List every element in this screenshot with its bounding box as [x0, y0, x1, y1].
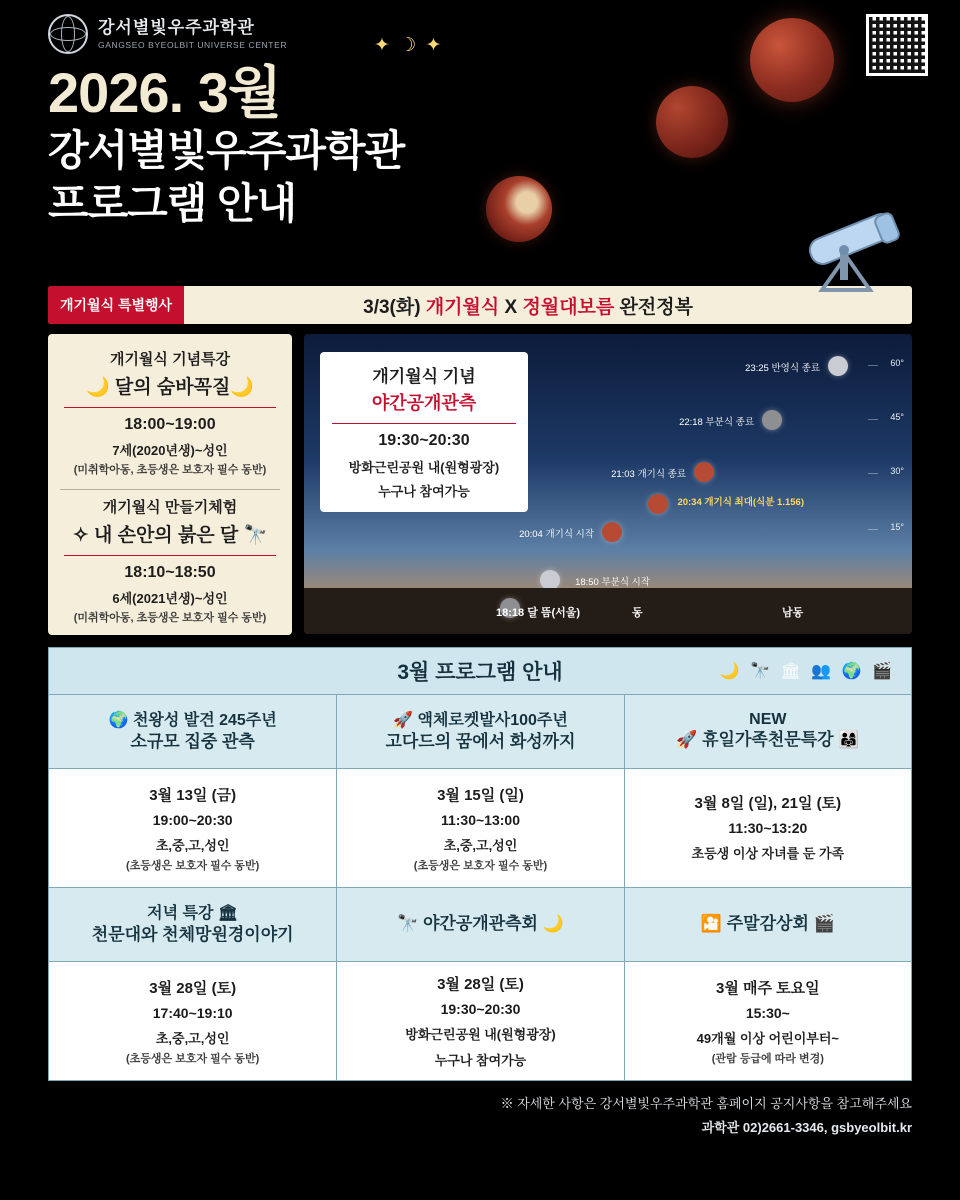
- program-card-note: 누구나 참여가능: [434, 1053, 527, 1068]
- program-card-note: (관람 등급에 따라 변경): [711, 1052, 824, 1065]
- altitude-label-15: 15°: [890, 522, 904, 532]
- eclipse-phase-greatest: [648, 494, 668, 514]
- ground-label-moonrise: 18:18 달 뜸(서울): [496, 607, 581, 619]
- eclipse-craft-time: 18:10~18:50: [124, 564, 216, 581]
- stars-decoration-icon: ✦ ☽ ✦: [374, 35, 444, 56]
- program-card[interactable]: [49, 887, 336, 1080]
- altitude-label-45: 45°: [890, 412, 904, 422]
- program-card-date: 3월 28일 (토): [149, 979, 237, 997]
- blood-moon-icon-small: [486, 176, 552, 242]
- program-card-date: 3월 28일 (토): [437, 976, 524, 993]
- altitude-label-30: 30°: [890, 466, 904, 476]
- eclipse-phase-totality-end: [694, 462, 714, 482]
- program-card-body: [625, 962, 911, 1080]
- program-card-title-line2: 천문대와 천체망원경이야기: [91, 924, 294, 944]
- special-title-suffix: 완전정복: [614, 296, 693, 318]
- eclipse-lecture-target: 7세(2020년생)~성인: [112, 443, 228, 458]
- page-title-year: 2026. 3월: [48, 61, 281, 124]
- blood-moon-icon-medium: [656, 86, 728, 158]
- special-title-mid: X: [499, 296, 523, 318]
- program-card-head: [49, 695, 336, 769]
- logo-title-kr: 강서별빛우주과학관: [98, 18, 255, 38]
- program-card-date: 3월 15일 (일): [437, 786, 524, 804]
- eclipse-lecture-time: 18:00~19:00: [124, 416, 216, 433]
- program-card[interactable]: [49, 694, 336, 887]
- altitude-tick-15: [868, 529, 878, 530]
- observation-who: 누구나 참여가능: [378, 484, 470, 499]
- program-card-audience: 초,중,고,성인: [443, 837, 518, 853]
- eclipse-craft-title: ✧ 내 손안의 붉은 달 🔭: [72, 525, 268, 546]
- eclipse-event-label-2: 21:03 개기식 종료: [611, 469, 686, 480]
- program-card-head: [337, 695, 623, 769]
- eclipse-event-label-5: 18:50 부분식 시작: [575, 577, 650, 588]
- program-card-body: [337, 769, 623, 887]
- eclipse-lecture-card: [58, 348, 282, 477]
- program-section-title: 3월 프로그램 안내: [397, 661, 563, 684]
- program-card-date: 3월 매주 토요일: [716, 979, 820, 997]
- special-title-red1: 개기월식: [425, 296, 500, 318]
- logo-title-en: GANGSEO BYEOLBIT UNIVERSE CENTER: [98, 39, 288, 50]
- poster-header: [0, 0, 960, 280]
- program-card-head: [337, 888, 623, 962]
- altitude-label-60: 60°: [890, 358, 904, 368]
- program-card[interactable]: [624, 887, 911, 1080]
- telescope-icon: [782, 206, 922, 292]
- program-card-title-line2: 고다드의 꿈에서 화성까지: [385, 731, 576, 751]
- program-card-head: [625, 695, 911, 769]
- eclipse-craft-kicker: 개기월식 만들기체험: [102, 499, 238, 516]
- program-card-audience: 초등생 이상 자녀를 둔 가족: [691, 845, 845, 861]
- program-card-new-badge: NEW: [749, 711, 787, 729]
- divider: [60, 489, 280, 490]
- program-card[interactable]: [336, 694, 623, 887]
- altitude-tick-60: [868, 365, 878, 366]
- program-card-title-line2: 소규모 집중 관측: [130, 731, 255, 751]
- divider: [332, 423, 516, 424]
- qr-code[interactable]: [866, 14, 928, 76]
- divider: [64, 407, 276, 408]
- eclipse-craft-note: (미취학아동, 초등생은 보호자 필수 동반): [73, 612, 267, 624]
- observation-line2: 야간공개관측: [371, 393, 477, 413]
- eclipse-program-cards: [48, 334, 292, 635]
- program-header-icons: 🌙 🔭 🏛 👥 🌍 🎬: [719, 663, 895, 680]
- eclipse-lecture-kicker: 개기월식 기념특강: [109, 351, 231, 368]
- eclipse-event-label-4: 20:04 개기식 시작: [519, 529, 594, 540]
- program-card-audience: 방화근린공원 내(원형광장): [405, 1027, 556, 1042]
- program-card-date: 3월 8일 (일), 21일 (토): [694, 794, 842, 812]
- eclipse-event-label-1: 22:18 부분식 종료: [679, 417, 754, 428]
- eclipse-phase-partial-start: [540, 570, 560, 590]
- footer: [48, 1093, 912, 1136]
- eclipse-lecture-note: (미취학아동, 초등생은 보호자 필수 동반): [73, 464, 267, 476]
- program-card-time: 17:40~19:10: [152, 1004, 233, 1021]
- observatory-logo-icon: [48, 14, 88, 54]
- page-title-line1: 강서별빛우주과학관: [48, 126, 405, 174]
- program-card-time: 19:00~20:30: [152, 811, 233, 828]
- divider: [64, 555, 276, 556]
- observation-time: 19:30~20:30: [378, 432, 470, 449]
- eclipse-lecture-title: 🌙 달의 숨바꼭질🌙: [86, 377, 254, 398]
- ground-label-southeast: 남동: [782, 607, 804, 619]
- eclipse-sky-diagram: [304, 334, 912, 634]
- footer-contact: 과학관 02)2661-3346, gsbyeolbit.kr: [701, 1120, 912, 1135]
- eclipse-event-label-3: 20:34 개기식 최대(식분 1.156): [677, 497, 804, 508]
- page-title-line2: 프로그램 안내: [48, 180, 297, 228]
- eclipse-phase-penumbral-end: [828, 356, 848, 376]
- eclipse-section: [48, 334, 912, 635]
- altitude-tick-30: [868, 473, 878, 474]
- program-card-title-line1: 저녁 특강 🏛: [147, 904, 239, 922]
- program-table-header: [49, 648, 911, 694]
- eclipse-phase-partial-end: [762, 410, 782, 430]
- horizon-ground: [304, 588, 912, 634]
- program-table: [48, 647, 912, 1081]
- program-card-time: 15:30~: [745, 1004, 790, 1021]
- special-event-title: [184, 292, 912, 319]
- program-card-note: (초등생은 보호자 필수 동반): [413, 859, 548, 872]
- program-card-title-line2: 🚀 휴일가족천문특강 👨‍👩‍👧: [676, 730, 860, 750]
- altitude-tick-45: [868, 419, 878, 420]
- program-card-title-line1: 🔭 야간공개관측회 🌙: [397, 914, 564, 934]
- program-card[interactable]: [336, 887, 623, 1080]
- eclipse-event-label-0: 23:25 반영식 종료: [745, 363, 820, 374]
- footer-notice: ※ 자세한 사항은 강서별빛우주과학관 홈페이지 공지사항을 참고해주세요: [500, 1096, 912, 1111]
- program-card-title-line1: 🎦 주말감상회 🎬: [700, 914, 835, 934]
- eclipse-phase-totality-start: [602, 522, 622, 542]
- program-card-note: (초등생은 보호자 필수 동반): [125, 1052, 260, 1065]
- program-card-body: [49, 962, 336, 1080]
- program-card[interactable]: [624, 694, 911, 887]
- program-card-title-line1: 🌍 천왕성 발견 245주년: [108, 711, 277, 729]
- program-card-audience: 49개월 이상 어린이부터~: [696, 1030, 839, 1046]
- program-card-head: [49, 888, 336, 962]
- program-card-date: 3월 13일 (금): [149, 786, 237, 804]
- program-card-head: [625, 888, 911, 962]
- program-card-body: [625, 769, 911, 887]
- night-observation-card: [320, 352, 528, 512]
- program-card-audience: 초,중,고,성인: [155, 837, 230, 853]
- special-title-prefix: 3/3(화): [363, 296, 426, 318]
- program-card-time: 11:30~13:20: [728, 819, 808, 836]
- program-card-body: [49, 769, 336, 887]
- program-card-body: [337, 962, 623, 1080]
- program-card-audience: 초,중,고,성인: [155, 1030, 230, 1046]
- blood-moon-icon-large: [750, 18, 834, 102]
- program-card-note: (초등생은 보호자 필수 동반): [125, 859, 260, 872]
- observation-place: 방화근린공원 내(원형광장): [348, 460, 500, 475]
- special-title-red2: 정월대보름: [522, 296, 615, 318]
- observation-line1: 개기월식 기념: [372, 367, 476, 386]
- program-card-title-line1: 🚀 액체로켓발사100주년: [393, 711, 568, 729]
- program-card-time: 19:30~20:30: [440, 1001, 521, 1017]
- ground-label-east: 동: [632, 607, 643, 619]
- program-card-time: 11:30~13:00: [440, 811, 520, 828]
- special-event-tag: 개기월식 특별행사: [48, 286, 184, 324]
- eclipse-craft-target: 6세(2021년생)~성인: [112, 591, 228, 606]
- eclipse-craft-card: [58, 496, 282, 625]
- program-grid: [49, 694, 911, 1080]
